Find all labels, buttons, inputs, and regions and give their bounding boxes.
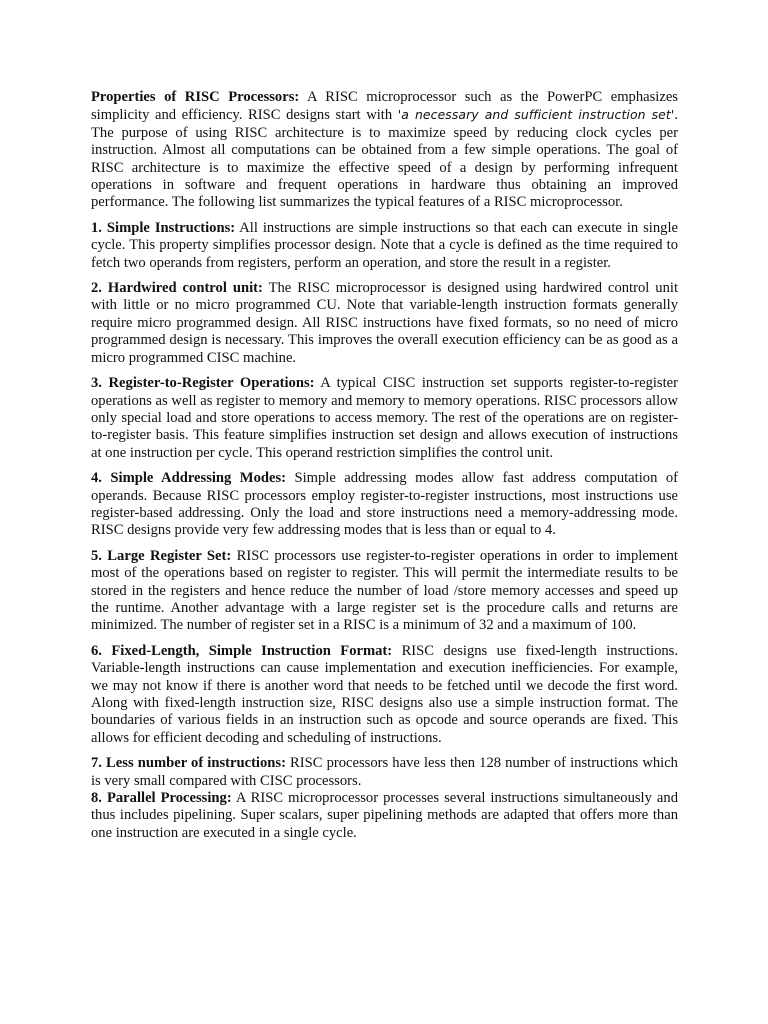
intro-text-before-quote: A RISC microprocessor such as the PowerPC emphasizes simplicity and efficiency. RISC designs start with bbox=[91, 89, 678, 124]
feature-heading: 7. Less number of instructions: bbox=[91, 755, 286, 772]
feature-heading: 5. Large Register Set: bbox=[91, 547, 232, 564]
feature-heading: 4. Simple Addressing Modes: bbox=[91, 470, 287, 487]
feature-register-to-register bbox=[91, 375, 678, 462]
intro-paragraph bbox=[91, 89, 678, 212]
feature-text: A typical CISC instruction set supports register-to-register operations as well as register to memory and memory to memory operations. RISC processors allow only special load and store operations to access memory. The rest of the operations are on register-to-register basis. This feature simplifies instruction set design and allows execution of instructions at one instruction per cycle. This operand restriction simplifies the control unit. bbox=[91, 375, 678, 461]
feature-simple-instructions bbox=[91, 220, 678, 272]
feature-parallel-processing bbox=[91, 790, 678, 842]
feature-simple-addressing-modes bbox=[91, 470, 678, 540]
feature-fixed-length-format bbox=[91, 643, 678, 747]
intro-text-after-quote: . The purpose of using RISC architecture is to maximize speed by reducing clock cycles per instruction. Almost all computations can be obtained from a few simple operations. The goal of RISC architecture is to maximize the effective speed of a design by performing infrequent operations in software and frequent operations in hardware thus obtaining an improved performance. The following list summarizes the typical features of a RISC microprocessor. bbox=[91, 107, 678, 211]
feature-hardwired-control-unit bbox=[91, 280, 678, 367]
feature-heading: 3. Register-to-Register Operations: bbox=[91, 375, 315, 392]
feature-heading: 6. Fixed-Length, Simple Instruction Format: bbox=[91, 642, 393, 659]
feature-text: The RISC microprocessor is designed using hardwired control unit with little or no micro programmed CU. Note that variable-length instruction formats generally require micro programmed design. All RISC instructions have fixed formats, so no need of micro programmed design is necessary. This improves the overall execution efficiency can be as good as a micro programmed CISC machine. bbox=[91, 280, 679, 366]
feature-text: A RISC microprocessor processes several instructions simultaneously and thus includes pipelining. Super scalars, super pipelining methods are adapted that offers more than one instruction are executed in a single cycle. bbox=[91, 790, 678, 841]
feature-text: Simple addressing modes allow fast address computation of operands. Because RISC processors employ register-to-register instructions, most instructions use register-based addressing. Only the load and store instructions need a memory-addressing mode. RISC designs provide very few addressing modes that is less than or equal to 4. bbox=[91, 470, 678, 539]
feature-large-register-set bbox=[91, 548, 678, 635]
feature-text: RISC processors have less then 128 number of instructions which is very small compared with CISC processors. bbox=[91, 755, 678, 789]
feature-text: All instructions are simple instructions so that each can execute in single cycle. This property simplifies processor design. Note that a cycle is defined as the time required to fetch two operands from registers, perform an operation, and store the result in a register. bbox=[91, 219, 678, 271]
intro-quote: 'a necessary and sufficient instruction set' bbox=[397, 107, 675, 123]
feature-heading: 2. Hardwired control unit: bbox=[91, 280, 263, 297]
feature-text: RISC designs use fixed-length instructions. Variable-length instructions can cause implementation and execution inefficiencies. For example, we may not know if there is another word that needs to be fetched until we decode the first word. Along with fixed-length instruction size, RISC designs also use a simple instruction format. The boundaries of various fields in an instruction such as opcode and source operands are fixed. This allows for efficient decoding and scheduling of instructions. bbox=[91, 642, 678, 746]
document-page bbox=[91, 89, 678, 850]
intro-heading: Properties of RISC Processors: bbox=[91, 89, 300, 105]
feature-heading: 8. Parallel Processing: bbox=[91, 790, 232, 807]
feature-text: RISC processors use register-to-register operations in order to implement most of the operations based on register to register. This will permit the intermediate results to be stored in the registers and hence reduce the number of load /store memory accesses and speed up the runtime. Another advantage with a large register set is the procedure calls and returns are minimized. The number of register set in a RISC is a minimum of 32 and a maximum of 100. bbox=[91, 547, 678, 634]
feature-less-instructions bbox=[91, 755, 678, 790]
feature-heading: 1. Simple Instructions: bbox=[91, 219, 236, 236]
